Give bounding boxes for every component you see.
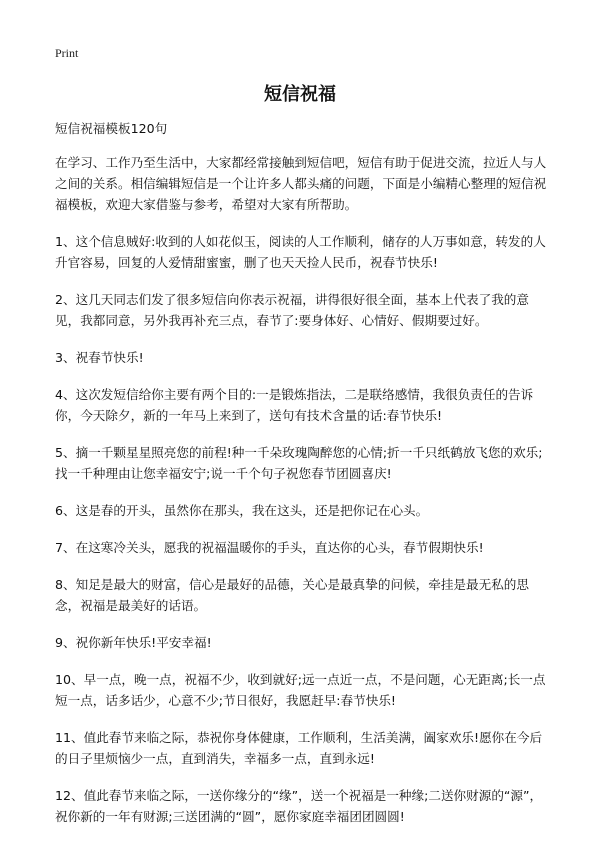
blessing-item-6: 6、这是春的开头，虽然你在那头，我在这头，还是把你记在心头。 bbox=[55, 503, 429, 518]
blessing-item-5: 5、摘一千颗星星照亮您的前程!种一千朵玫瑰陶醉您的心情;折一千只纸鹤放飞您的欢乐;找一千种理由让您幸福安宁;说一千个句子祝您春节团圆喜庆! bbox=[55, 445, 543, 481]
blessing-item-3: 3、祝春节快乐! bbox=[55, 350, 144, 365]
document-subtitle: 短信祝福模板120句 bbox=[55, 121, 168, 136]
blessing-item-7: 7、在这寒冷关头，愿我的祝福温暖你的手头，直达你的心头，春节假期快乐! bbox=[55, 540, 484, 555]
document-body bbox=[55, 118, 547, 843]
blessing-item-11: 11、值此春节来临之际，恭祝你身体健康，工作顺利，生活美满，阖家欢乐!愿你在今后的日子里烦恼少一点，直到消失，幸福多一点，直到永远! bbox=[55, 730, 543, 766]
blessing-item-8: 8、知足是最大的财富，信心是最好的品德，关心是最真挚的问候，牵挂是最无私的思念，祝福是最美好的话语。 bbox=[55, 577, 529, 613]
blessing-item-9: 9、祝你新年快乐!平安幸福! bbox=[55, 635, 212, 650]
intro-paragraph: 在学习、工作乃至生活中，大家都经常接触到短信吧，短信有助于促进交流，拉近人与人之间的关系。相信编辑短信是一个让许多人都头痛的问题，下面是小编精心整理的短信祝福模板，欢迎大家借鉴与参考，希望对大家有所帮助。 bbox=[55, 155, 547, 212]
blessing-item-1: 1、这个信息贼好:收到的人如花似玉，阅读的人工作顺利，储存的人万事如意，转发的人升官容易，回复的人爱情甜蜜蜜，删了也天天捡人民币，祝春节快乐! bbox=[55, 234, 546, 270]
blessing-item-12: 12、值此春节来临之际，一送你缘分的“缘”，送一个祝福是一种缘;二送你财源的“源”，祝你新的一年有财源;三送团满的“圆”，愿你家庭幸福团团圆圆! bbox=[55, 788, 543, 824]
blessing-item-2: 2、这几天同志们发了很多短信向你表示祝福，讲得很好很全面，基本上代表了我的意见，我都同意，另外我再补充三点，春节了:要身体好、心情好、假期要过好。 bbox=[55, 292, 529, 328]
print-link[interactable]: Print bbox=[55, 46, 79, 60]
blessing-item-10: 10、早一点，晚一点，祝福不少，收到就好;远一点近一点，不是问题，心无距离;长一点短一点，话多话少，心意不少;节日很好，我愿赶早:春节快乐! bbox=[55, 672, 546, 708]
page-title: 短信祝福 bbox=[264, 84, 336, 105]
blessing-item-4: 4、这次发短信给你主要有两个目的:一是锻炼指法，二是联络感情，我很负责任的告诉你，今天除夕，新的一年马上来到了，送句有技术含量的话:春节快乐! bbox=[55, 387, 534, 423]
